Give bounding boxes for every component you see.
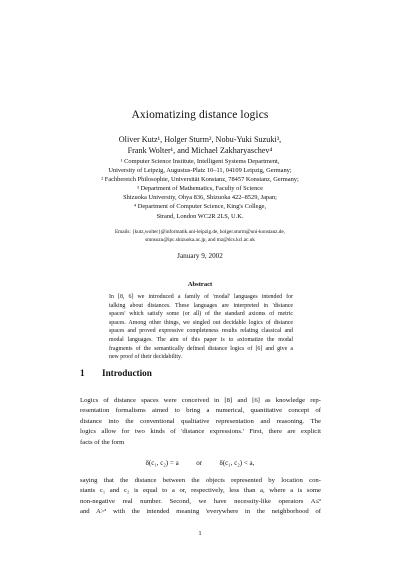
paper-title: Axiomatizing distance logics	[131, 109, 269, 121]
abstract-line: fragments of the semantically defined distance logics of [6] and give a	[109, 345, 293, 352]
email-line: Emails: {kutz,wolter}@informatik.uni-leipzig.de, holger.sturm@uni-konstanz.de,	[115, 229, 285, 235]
affiliation-line: ³ Department of Mathematics, Faculty of Science	[137, 185, 263, 193]
abstract-line: talking about distances. These languages are interpreted in 'distance	[109, 302, 293, 309]
abstract-line: modal languages. The aim of this paper is to axiomatize the modal	[109, 336, 293, 343]
paragraph-line: Logics of distance spaces were conceived in [8] and [6] as knowledge rep-	[80, 397, 321, 404]
intro-paragraph	[80, 396, 321, 448]
paper-date: January 9, 2002	[177, 252, 223, 260]
paragraph-line: facts of the form	[80, 438, 125, 446]
section-number: 1	[80, 368, 85, 378]
display-formula	[0, 459, 400, 467]
abstract-line: spaces. Among other things, we singled out decidable logics of distance	[109, 319, 293, 326]
section-title: Introduction	[102, 368, 152, 378]
intro-paragraph-continued	[80, 476, 321, 518]
paragraph-line: non-negative real number. Second, we have necessity-like operators A≤ᵃ	[80, 497, 321, 505]
abstract-line: spaces' which satisfy some (or all) of the standard axioms of metric	[109, 311, 293, 318]
abstract-line: spaces and proved expressive completeness results relating classical and	[109, 328, 293, 335]
paragraph-line: resentation formalisms aimed to bring a numerical, quantitative concept of	[80, 407, 321, 415]
formula-connective: or	[196, 459, 203, 467]
author-list	[0, 134, 400, 156]
author-line: Oliver Kutz¹, Holger Sturm², Nobu-Yuki Suzuki³,	[118, 135, 282, 144]
section-heading	[80, 368, 152, 378]
author-line: Frank Wolter¹, and Michael Zakharyaschev⁴	[127, 146, 273, 155]
affiliation-line: University of Leipzig, Augustus-Platz 10–11, 04109 Leipzig, Germany;	[108, 167, 292, 175]
abstract-body	[109, 293, 293, 362]
paragraph-line: logics allow for two kinds of 'distance expressions.' First, there are explicit	[80, 428, 321, 436]
affiliation-line: ¹ Computer Science Institute, Intelligent Systems Department,	[120, 158, 280, 165]
affiliation-list	[0, 157, 400, 221]
formula-right: δ(c₁, c₂) < a,	[219, 459, 255, 467]
email-block	[0, 228, 400, 245]
paragraph-line: and A>ᵃ with the intended meaning 'everywhere in the neighborhood of	[80, 508, 321, 516]
abstract-heading: Abstract	[187, 281, 213, 288]
affiliation-line: ² Fachbereich Philosophie, Universität Konstanz, 78457 Konstanz, Germany;	[101, 176, 299, 184]
paragraph-line: stants c₁ and c₂ is equal to a or, respectively, less than a, where a is some	[80, 487, 321, 495]
affiliation-line: ⁴ Department of Computer Science, King's College,	[133, 203, 267, 211]
affiliation-line: Shizuoka University, Ohya 836, Shizuoka 422–8529, Japan;	[123, 194, 277, 202]
abstract-line: new proof of their decidability.	[109, 354, 183, 361]
formula-left: δ(c₁, c₂) = a	[145, 459, 179, 467]
affiliation-line: Strand, London WC2R 2LS, U.K.	[156, 212, 244, 220]
paragraph-line: distance into the conventional qualitative representation and reasoning. The	[80, 417, 321, 425]
page-number: 1	[198, 530, 202, 537]
email-line: smnsuzu@ipc.shizuoka.ac.jp, and mz@dcs.kcl.ac.uk	[145, 237, 255, 244]
paragraph-line: saying that the distance between the objects represented by location con-	[80, 477, 321, 484]
abstract-line: In [8, 6] we introduced a family of 'modal' languages intended for	[109, 294, 293, 300]
